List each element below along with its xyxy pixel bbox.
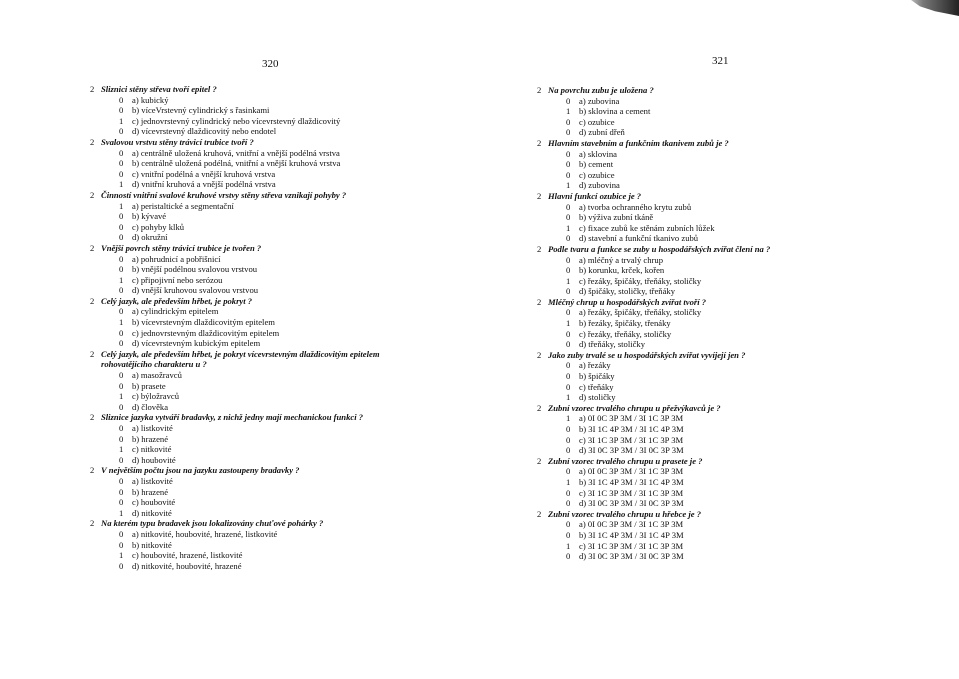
answer-text: a) řezáky, špičáky, třeňáky, stoličky — [579, 307, 702, 318]
answer-option — [90, 540, 450, 551]
answer-option — [537, 212, 837, 223]
answer-option — [90, 423, 450, 434]
answer-score: 0 — [119, 253, 124, 264]
answer-text: a) nitkovité, houbovité, hrazené, listkovité — [132, 528, 278, 539]
answer-text: c) pohyby klků — [132, 221, 185, 232]
answer-text: d) houbovité — [132, 454, 176, 465]
question-column-right — [537, 85, 837, 562]
answer-text: c) jednovrstevný cylindrický nebo vícevrstevný dlaždicovitý — [132, 115, 341, 126]
answer-score: 1 — [119, 391, 124, 402]
answer-option — [537, 519, 837, 530]
answer-text: d) vícevrstevný dlaždicovitý nebo endotel — [132, 126, 277, 137]
answer-score: 0 — [119, 423, 124, 433]
answer-text: d) vícevrstevným kubickým epitelem — [132, 338, 261, 349]
answer-score: 0 — [566, 498, 571, 509]
answer-score: 0 — [566, 360, 571, 371]
answer-score: 0 — [566, 529, 571, 540]
answer-option — [537, 233, 837, 244]
answer-text: c) býložravců — [132, 391, 180, 402]
answer-score: 0 — [566, 434, 571, 445]
answer-text: d) nitkovité, houbovité, hrazené — [132, 560, 242, 571]
question-text: Na kterém typu bradavek jsou lokalizovány chuťové pohárky ? — [101, 518, 324, 529]
answer-score: 0 — [566, 169, 571, 180]
answer-option — [537, 149, 837, 160]
answer-option — [90, 179, 450, 190]
answer-score: 0 — [566, 371, 571, 382]
answer-text: d) okružní — [132, 232, 168, 243]
answer-text: b) řezáky, špičáky, třenáky — [579, 318, 671, 329]
answer-text: a) 0I 0C 3P 3M / 3I 1C 3P 3M — [579, 466, 684, 477]
question-text: Hlavním stavebním a funkčním tkanivem zubů je ? — [548, 137, 729, 148]
answer-option — [537, 392, 837, 403]
answer-option — [90, 254, 450, 265]
answer-option — [90, 317, 450, 328]
question-score: 2 — [90, 348, 95, 359]
answer-option — [90, 455, 450, 466]
answer-text: c) 3I 1C 3P 3M / 3I 1C 3P 3M — [579, 487, 684, 498]
question-score: 2 — [90, 465, 95, 476]
answer-score: 1 — [566, 318, 571, 329]
answer-score: 1 — [566, 106, 571, 117]
answer-score: 0 — [566, 381, 571, 392]
question-item — [90, 137, 450, 148]
answer-text: d) 3I 0C 3P 3M / 3I 0C 3P 3M — [579, 498, 684, 509]
answer-text: c) 3I 1C 3P 3M / 3I 1C 3P 3M — [579, 434, 684, 445]
answer-text: d) vnější kruhovou svalovou vrstvou — [132, 285, 259, 296]
question-text: Mléčný chrup u hospodářských zvířat tvoří ? — [548, 296, 707, 307]
answer-text: b) 3I 1C 4P 3M / 3I 1C 4P 3M — [579, 529, 684, 540]
question-score: 2 — [90, 295, 95, 306]
answer-text: c) houbovité, hrazené, listkovité — [132, 550, 243, 561]
answer-option — [90, 232, 450, 243]
answer-option — [90, 402, 450, 413]
answer-text: d) nitkovité — [132, 507, 172, 518]
answer-option — [90, 529, 450, 540]
answer-option — [90, 306, 450, 317]
answer-text: d) vnitřní kruhová a vnější podélná vrstva — [132, 179, 276, 190]
answer-score: 0 — [566, 339, 571, 350]
answer-score: 0 — [119, 486, 124, 497]
answer-option — [90, 476, 450, 487]
answer-score: 0 — [119, 147, 124, 158]
answer-text: c) fixace zubů ke stěnám zubních lůžek — [579, 222, 715, 233]
answer-text: a) cylindrickým epitelem — [132, 306, 219, 317]
answer-text: d) špičáky, stoličky, třeňáky — [579, 286, 676, 297]
question-column-left — [90, 84, 450, 571]
question-score: 2 — [537, 85, 542, 95]
answer-score: 0 — [566, 445, 571, 456]
answer-text: c) ozubice — [579, 116, 615, 127]
question-item — [537, 191, 837, 202]
question-item — [537, 509, 837, 520]
answer-score: 0 — [119, 105, 124, 116]
answer-option — [537, 170, 837, 181]
answer-score: 0 — [119, 433, 124, 444]
answer-text: b) prasete — [132, 380, 166, 391]
question-score: 2 — [90, 189, 95, 200]
answer-option — [537, 307, 837, 318]
answer-text: c) připojivní nebo serózou — [132, 274, 223, 285]
answer-option — [537, 382, 837, 393]
question-score: 2 — [90, 242, 95, 253]
page-number-left: 320 — [262, 58, 279, 70]
answer-option — [90, 148, 450, 159]
answer-option — [90, 285, 450, 296]
question-item — [537, 456, 837, 467]
answer-text: b) hrazené — [132, 486, 169, 497]
answer-score: 0 — [566, 424, 571, 434]
answer-score: 0 — [566, 159, 571, 170]
answer-score: 0 — [119, 264, 124, 275]
answer-text: b) 3I 1C 4P 3M / 3I 1C 4P 3M — [579, 424, 684, 434]
answer-text: a) sklovina — [579, 148, 617, 159]
question-text: Zubní vzorec trvalého chrupu u přežvýkavců je ? — [548, 402, 721, 413]
answer-option — [90, 444, 450, 455]
answer-text: d) zubovina — [579, 180, 620, 191]
question-score: 2 — [537, 508, 542, 519]
answer-option — [90, 95, 450, 106]
answer-option — [537, 541, 837, 552]
answer-option — [90, 561, 450, 572]
answer-option — [537, 180, 837, 191]
answer-score: 0 — [566, 519, 571, 530]
answer-score: 0 — [119, 401, 124, 412]
answer-score: 1 — [119, 200, 124, 211]
answer-text: b) sklovina a cement — [579, 106, 651, 117]
answer-option — [537, 424, 837, 435]
question-item — [537, 403, 837, 414]
answer-option — [537, 445, 837, 456]
answer-text: a) 0I 0C 3P 3M / 3I 1C 3P 3M — [579, 519, 684, 530]
question-score: 2 — [537, 243, 542, 254]
answer-text: a) kubický — [132, 94, 169, 105]
answer-text: d) člověka — [132, 401, 169, 412]
answer-score: 0 — [119, 327, 124, 338]
answer-score: 0 — [566, 201, 571, 212]
question-item — [90, 84, 450, 95]
question-score: 2 — [537, 296, 542, 307]
answer-text: b) korunku, krček, kořen — [579, 265, 665, 276]
answer-option — [90, 116, 450, 127]
answer-score: 0 — [566, 551, 571, 562]
question-item — [90, 518, 450, 529]
answer-score: 0 — [566, 254, 571, 265]
question-score: 2 — [537, 137, 542, 148]
answer-option — [537, 488, 837, 499]
question-score: 2 — [537, 402, 542, 413]
question-text: Vnější povrch stěny trávicí trubice je tvořen ? — [101, 242, 262, 253]
answer-option — [537, 106, 837, 117]
answer-text: c) nitkovité — [132, 444, 172, 455]
question-score: 2 — [537, 349, 542, 360]
answer-text: a) řezáky — [579, 360, 611, 371]
answer-score: 1 — [566, 540, 571, 551]
answer-text: c) houbovité — [132, 497, 176, 508]
answer-option — [537, 530, 837, 541]
answer-text: b) vícevrstevným dlaždicovitým epitelem — [132, 317, 275, 328]
question-item — [537, 85, 837, 96]
answer-text: c) řezáky, třeňáky, stoličky — [579, 328, 672, 339]
page-number-right: 321 — [712, 55, 729, 67]
answer-option — [90, 222, 450, 233]
answer-text: a) centrálně uložená kruhová, vnitřní a vnější podélná vrstva — [132, 147, 340, 158]
answer-option — [537, 466, 837, 477]
answer-text: b) špičáky — [579, 371, 615, 382]
answer-text: d) 3I 0C 3P 3M / 3I 0C 3P 3M — [579, 551, 684, 562]
answer-option — [537, 498, 837, 509]
answer-score: 0 — [566, 466, 571, 477]
answer-score: 1 — [566, 392, 571, 403]
answer-score: 0 — [566, 95, 571, 106]
answer-text: a) zubovina — [579, 95, 620, 106]
answer-text: c) vnitřní podélná a vnější kruhová vrstva — [132, 168, 276, 179]
answer-score: 1 — [119, 317, 124, 328]
question-item — [90, 190, 450, 201]
answer-text: a) peristaltické a segmentační — [132, 200, 234, 211]
answer-option — [90, 497, 450, 508]
answer-option — [537, 159, 837, 170]
answer-score: 1 — [566, 180, 571, 191]
answer-score: 1 — [566, 222, 571, 233]
answer-option — [90, 158, 450, 169]
question-text: Sliznici stěny střeva tvoří epitel ? — [101, 84, 217, 94]
answer-text: b) nitkovité — [132, 539, 172, 550]
answer-text: b) cement — [579, 159, 614, 170]
answer-text: b) centrálně uložená podélná, vnitřní a vnější kruhová vrstva — [132, 158, 341, 169]
answer-option — [537, 276, 837, 287]
answer-option — [537, 360, 837, 371]
answer-option — [537, 318, 837, 329]
answer-score: 0 — [566, 116, 571, 127]
question-item — [90, 349, 450, 370]
answer-score: 0 — [119, 539, 124, 550]
answer-score: 0 — [119, 497, 124, 508]
answer-text: b) kývavé — [132, 211, 167, 222]
answer-option — [537, 223, 837, 234]
question-item — [537, 244, 837, 255]
answer-option — [90, 487, 450, 498]
answer-option — [537, 371, 837, 382]
answer-text: a) mléčný a trvalý chrup — [579, 254, 663, 265]
question-text: Jako zuby trvalé se u hospodářských zvířat vyvíjejí jen ? — [548, 349, 746, 360]
answer-option — [90, 370, 450, 381]
answer-option — [537, 117, 837, 128]
answer-option — [537, 551, 837, 562]
answer-text: d) stavební a funkční tkanivo zubů — [579, 233, 699, 244]
answer-score: 1 — [566, 275, 571, 286]
answer-score: 0 — [566, 212, 571, 223]
question-text: V největším počtu jsou na jazyku zastoupeny bradavky ? — [101, 465, 300, 476]
answer-score: 0 — [119, 528, 124, 539]
answer-text: c) řezáky, špičáky, třeňáky, stoličky — [579, 275, 702, 286]
answer-option — [90, 211, 450, 222]
answer-score: 0 — [566, 127, 571, 138]
answer-score: 0 — [119, 454, 124, 465]
answer-score: 0 — [566, 148, 571, 159]
answer-score: 0 — [119, 221, 124, 232]
question-score: 2 — [90, 84, 95, 94]
answer-score: 0 — [119, 232, 124, 243]
question-score: 2 — [537, 190, 542, 201]
answer-option — [537, 339, 837, 350]
question-score: 2 — [90, 518, 95, 529]
answer-option — [537, 435, 837, 446]
answer-score: 0 — [566, 328, 571, 339]
answer-score: 0 — [119, 158, 124, 169]
question-item — [90, 465, 450, 476]
answer-score: 0 — [119, 211, 124, 222]
answer-text: a) listkovité — [132, 475, 173, 486]
answer-score: 0 — [119, 475, 124, 486]
answer-text: c) ozubice — [579, 169, 615, 180]
answer-text: a) masožravců — [132, 370, 182, 381]
answer-text: b) 3I 1C 4P 3M / 3I 1C 4P 3M — [579, 476, 684, 487]
answer-text: d) 3I 0C 3P 3M / 3I 0C 3P 3M — [579, 445, 684, 456]
question-item — [537, 297, 837, 308]
answer-text: b) vnější podélnou svalovou vrstvou — [132, 264, 258, 275]
answer-option — [90, 169, 450, 180]
question-item — [90, 296, 450, 307]
answer-option — [537, 329, 837, 340]
question-text: Podle tvaru a funkce se zuby u hospodářských zvířat člení na ? — [548, 243, 771, 254]
answer-option — [90, 508, 450, 519]
answer-score: 1 — [119, 444, 124, 455]
answer-score: 1 — [566, 476, 571, 487]
answer-score: 0 — [566, 307, 571, 318]
question-text: Hlavní funkcí ozubice je ? — [548, 190, 642, 201]
question-item — [90, 243, 450, 254]
answer-score: 1 — [119, 550, 124, 561]
answer-score: 0 — [566, 286, 571, 297]
question-item — [537, 350, 837, 361]
answer-option — [90, 105, 450, 116]
answer-text: d) stoličky — [579, 392, 616, 403]
answer-score: 0 — [119, 338, 124, 349]
answer-score: 0 — [119, 306, 124, 317]
answer-option — [537, 127, 837, 138]
answer-option — [90, 381, 450, 392]
answer-score: 0 — [119, 94, 124, 105]
question-score: 2 — [90, 136, 95, 147]
answer-score: 0 — [119, 168, 124, 179]
answer-option — [90, 126, 450, 137]
answer-text: a) listkovité — [132, 423, 173, 433]
answer-score: 1 — [119, 115, 124, 126]
answer-score: 0 — [566, 265, 571, 276]
answer-option — [90, 328, 450, 339]
answer-score: 0 — [566, 233, 571, 244]
answer-option — [90, 264, 450, 275]
question-item — [90, 412, 450, 423]
answer-text: c) jednovrstevným dlaždicovitým epitelem — [132, 327, 280, 338]
answer-option — [90, 201, 450, 212]
question-text: Celý jazyk, ale především hřbet, je pokryt ? — [101, 295, 253, 306]
answer-option — [537, 255, 837, 266]
answer-score: 1 — [119, 274, 124, 285]
answer-score: 0 — [119, 560, 124, 571]
answer-option — [90, 391, 450, 402]
answer-text: b) hrazené — [132, 433, 169, 444]
answer-score: 0 — [119, 370, 124, 381]
answer-text: d) třeňáky, stoličky — [579, 339, 646, 350]
answer-text: c) 3I 1C 3P 3M / 3I 1C 3P 3M — [579, 540, 684, 551]
answer-text: a) pohrudnicí a pobřišnicí — [132, 253, 221, 264]
answer-option — [537, 202, 837, 213]
answer-option — [537, 96, 837, 107]
answer-text: c) třeňáky — [579, 381, 614, 392]
question-score: 2 — [537, 455, 542, 466]
answer-option — [90, 434, 450, 445]
question-score: 2 — [90, 412, 95, 423]
answer-option — [537, 413, 837, 424]
question-text: Činností vnitřní svalové kruhové vrstvy stěny střeva vznikají pohyby ? — [101, 189, 347, 200]
question-text: Na povrchu zubu je uložena ? — [548, 85, 654, 95]
question-item — [537, 138, 837, 149]
answer-text: b) víceVrstevný cylindrický s řasinkami — [132, 105, 270, 116]
answer-option — [90, 338, 450, 349]
question-text: Zubní vzorec trvalého chrupu u hřebce je ? — [548, 508, 702, 519]
answer-option — [90, 275, 450, 286]
question-text: Zubní vzorec trvalého chrupu u prasete je ? — [548, 455, 703, 466]
answer-score: 0 — [119, 380, 124, 391]
answer-text: b) výživa zubní tkáně — [579, 212, 654, 223]
question-text: Sliznice jazyka vytváří bradavky, z nichž jedny mají mechanickou funkci ? — [101, 412, 364, 423]
question-text: Svalovou vrstvu stěny trávicí trubice tvoří ? — [101, 136, 254, 147]
answer-text: a) 0I 0C 3P 3M / 3I 1C 3P 3M — [579, 413, 684, 424]
answer-score: 0 — [119, 126, 124, 137]
answer-score: 1 — [566, 413, 571, 424]
answer-option — [537, 286, 837, 297]
answer-score: 0 — [119, 285, 124, 296]
answer-text: a) tvorba ochranného krytu zubů — [579, 201, 692, 212]
answer-option — [537, 477, 837, 488]
scan-artifact — [899, 0, 959, 16]
answer-option — [537, 265, 837, 276]
answer-score: 0 — [566, 487, 571, 498]
answer-option — [90, 550, 450, 561]
answer-text: d) zubní dřeň — [579, 127, 625, 138]
question-text: Celý jazyk, ale především hřbet, je pokryt vícevrstevným dlaždicovitým epitelem rohovatějícího charakteru u ? — [101, 348, 380, 370]
answer-score: 1 — [119, 507, 124, 518]
answer-score: 1 — [119, 179, 124, 190]
